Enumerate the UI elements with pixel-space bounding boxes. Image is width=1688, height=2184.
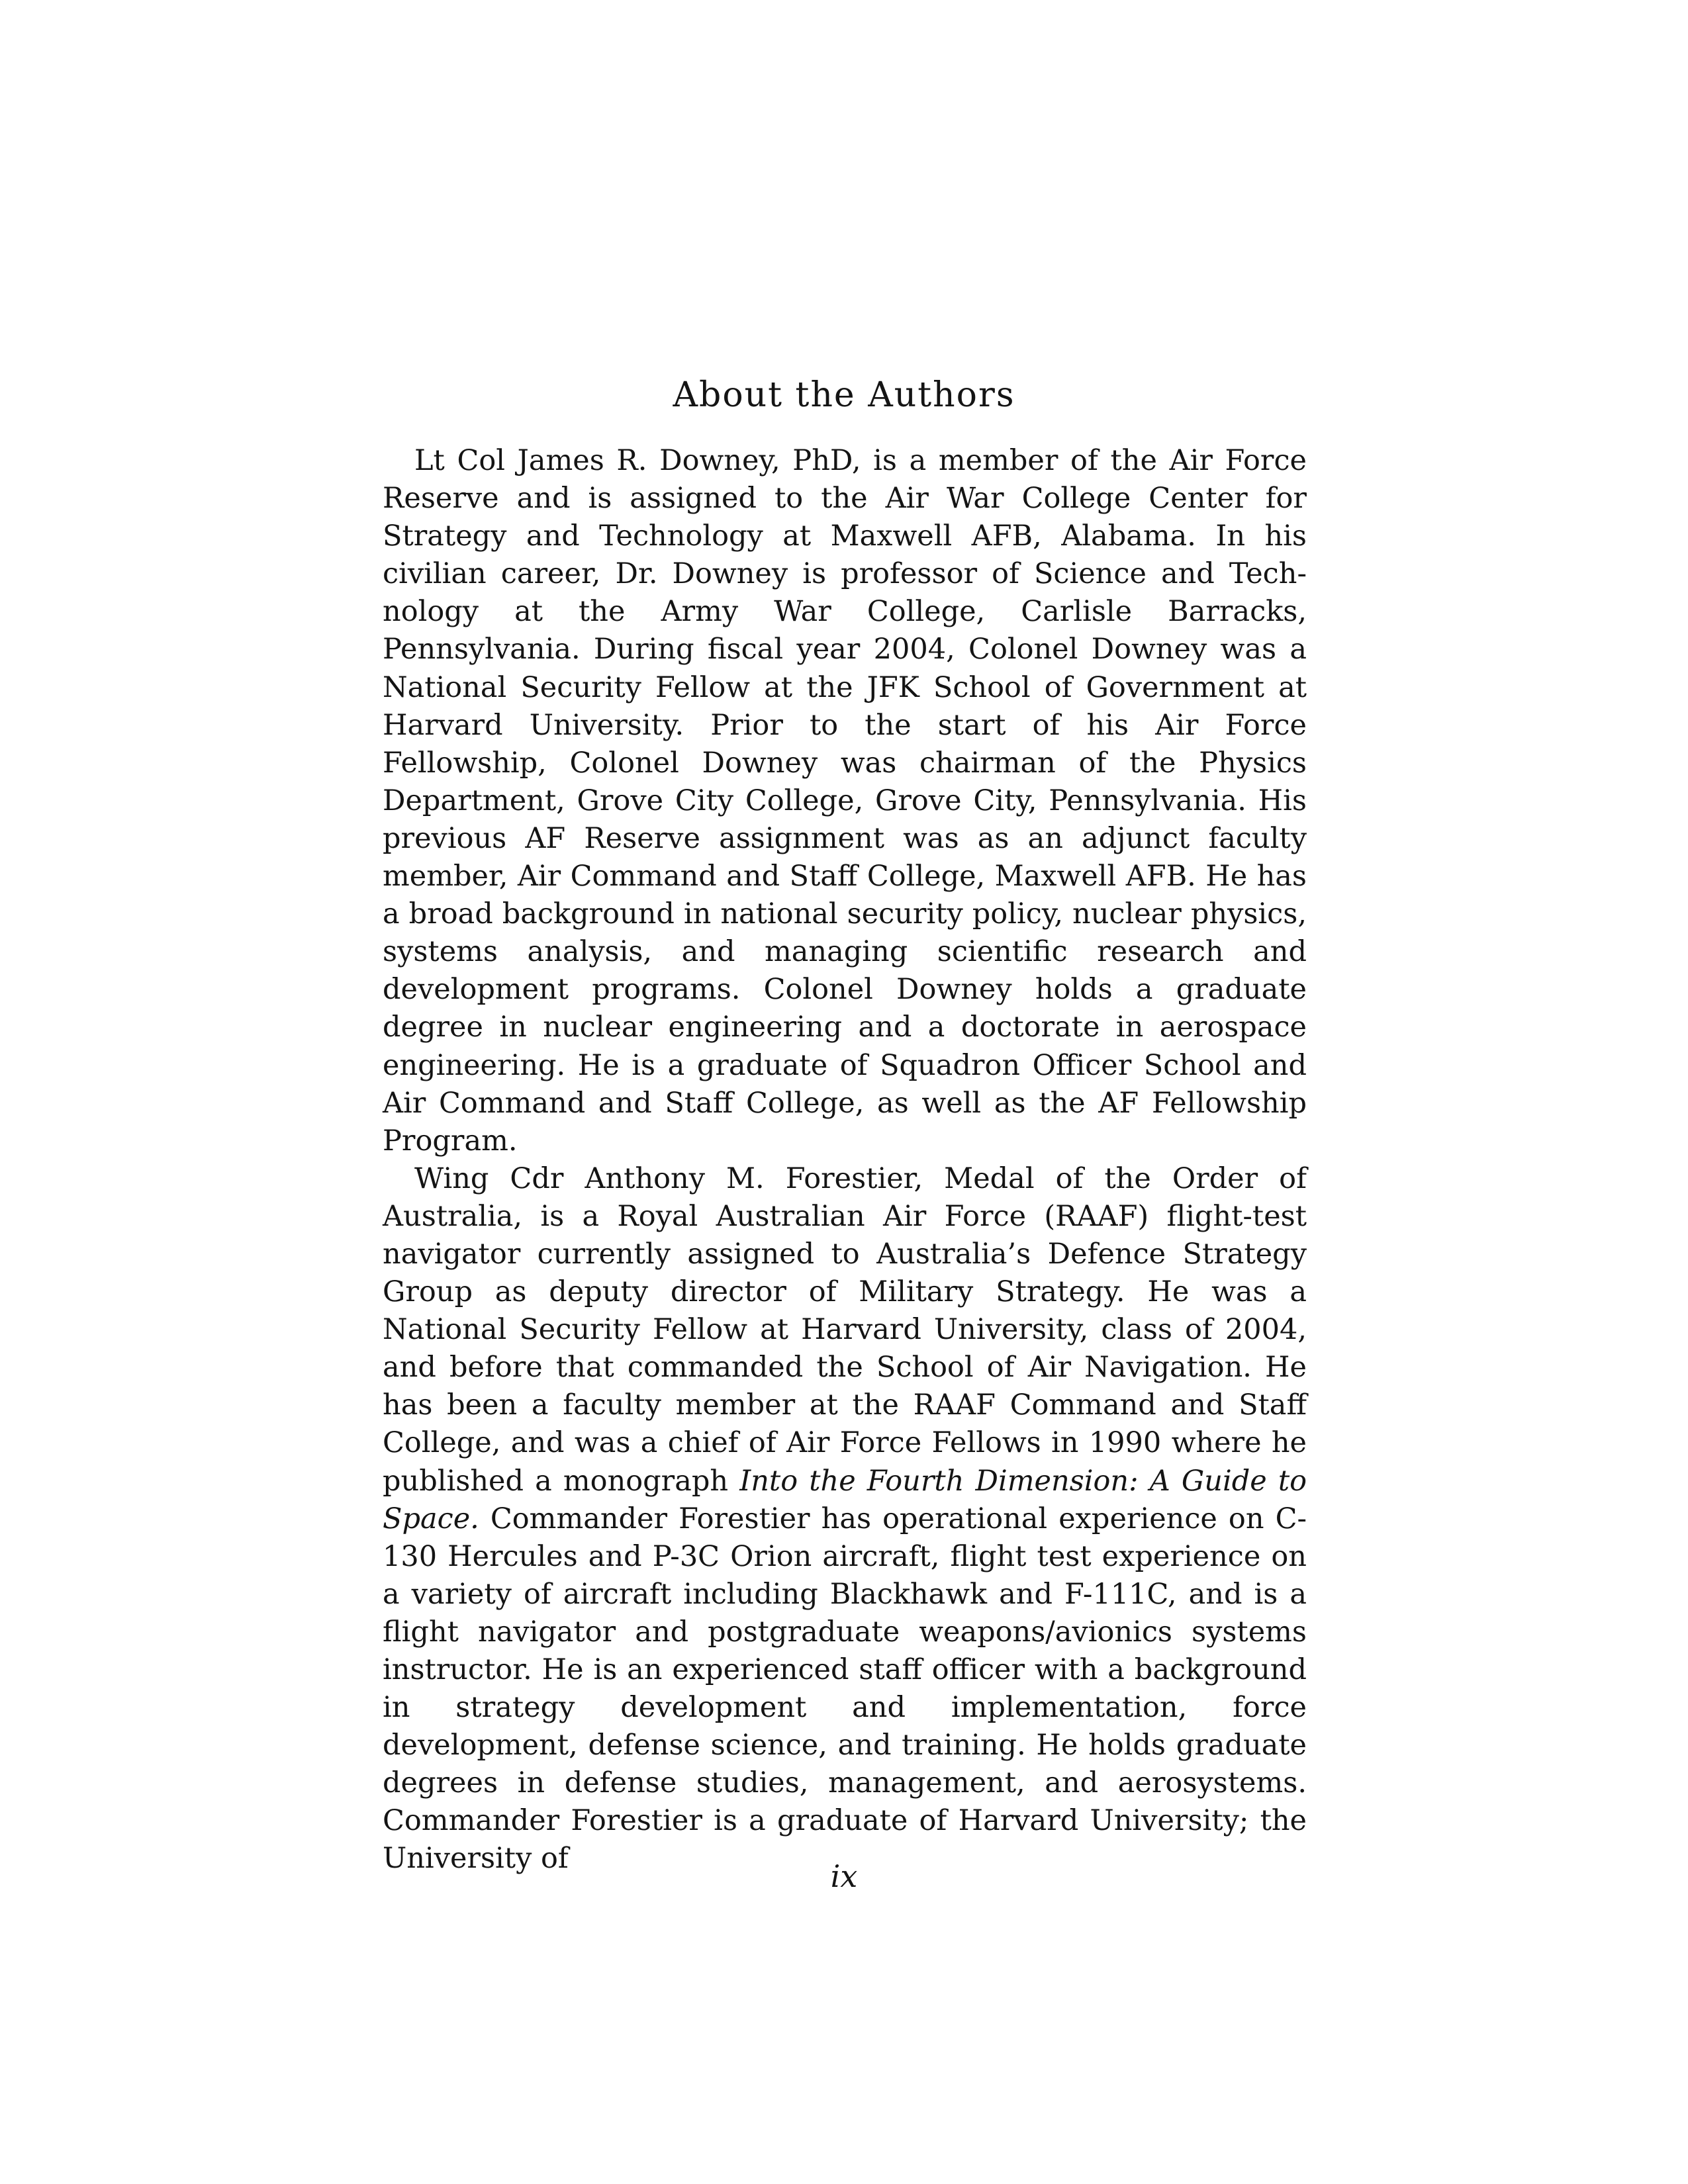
page-title: About the Authors <box>673 375 1015 415</box>
bio-text-after-title: Commander Forestier has operational experience on C-130 Hercules and P-3C Orion aircraft, flight test experience on a variety of aircraft including Blackhawk and F-111C, and is a flight navigator and postgraduate weapons/avionics systems instructor. He is an experienced staff officer with a background in strategy development and implementation, force development, defense science, and training. He holds graduate degrees in defense studies, management, and aerosystems. Commander Forestier is a graduate of Harvard University; the University of <box>383 1502 1307 1876</box>
page-number: ix <box>830 1858 858 1894</box>
authors-body <box>383 442 1307 1878</box>
bio-paragraph-downey: Lt Col James R. Downey, PhD, is a member of the Air Force Reserve and is assigned to the Air War College Center for Strategy and Technology at Maxwell AFB, Alabama. In his civilian career, Dr. Downey is professor of Science and Technology at the Army War College, Carlisle Barracks, Pennsylvania. During fiscal year 2004, Colonel Downey was a National Security Fellow at the JFK School of Government at Harvard University. Prior to the start of his Air Force Fellowship, Colonel Downey was chairman of the Physics Department, Grove City College, Grove City, Pennsylvania. His previous AF Reserve assignment was as an adjunct faculty member, Air Command and Staff College, Maxwell AFB. He has a broad background in national security policy, nuclear physics, systems analysis, and managing scientific research and development programs. Colonel Downey holds a graduate degree in nuclear engineering and a doctorate in aerospace engineering. He is a graduate of Squadron Officer School and Air Command and Staff College, as well as the AF Fellowship Program. <box>383 444 1307 1158</box>
bio-text-before-title: Wing Cdr Anthony M. Forestier, Medal of the Order of Australia, is a Royal Australian Air Force (RAAF) flight-test navigator currently assigned to Australia’s Defence Strategy Group as deputy director of Military Strategy. He was a National Security Fellow at Harvard University, class of 2004, and before that commanded the School of Air Navigation. He has been a faculty member at the RAAF Command and Staff College, and was a chief of Air Force Fellows in 1990 where he published a monograph <box>383 1161 1307 1498</box>
bio-paragraph-forestier <box>383 1160 1307 1878</box>
monograph-title: Into the Fourth Dimension: A Guide to Space. <box>383 1464 1307 1535</box>
